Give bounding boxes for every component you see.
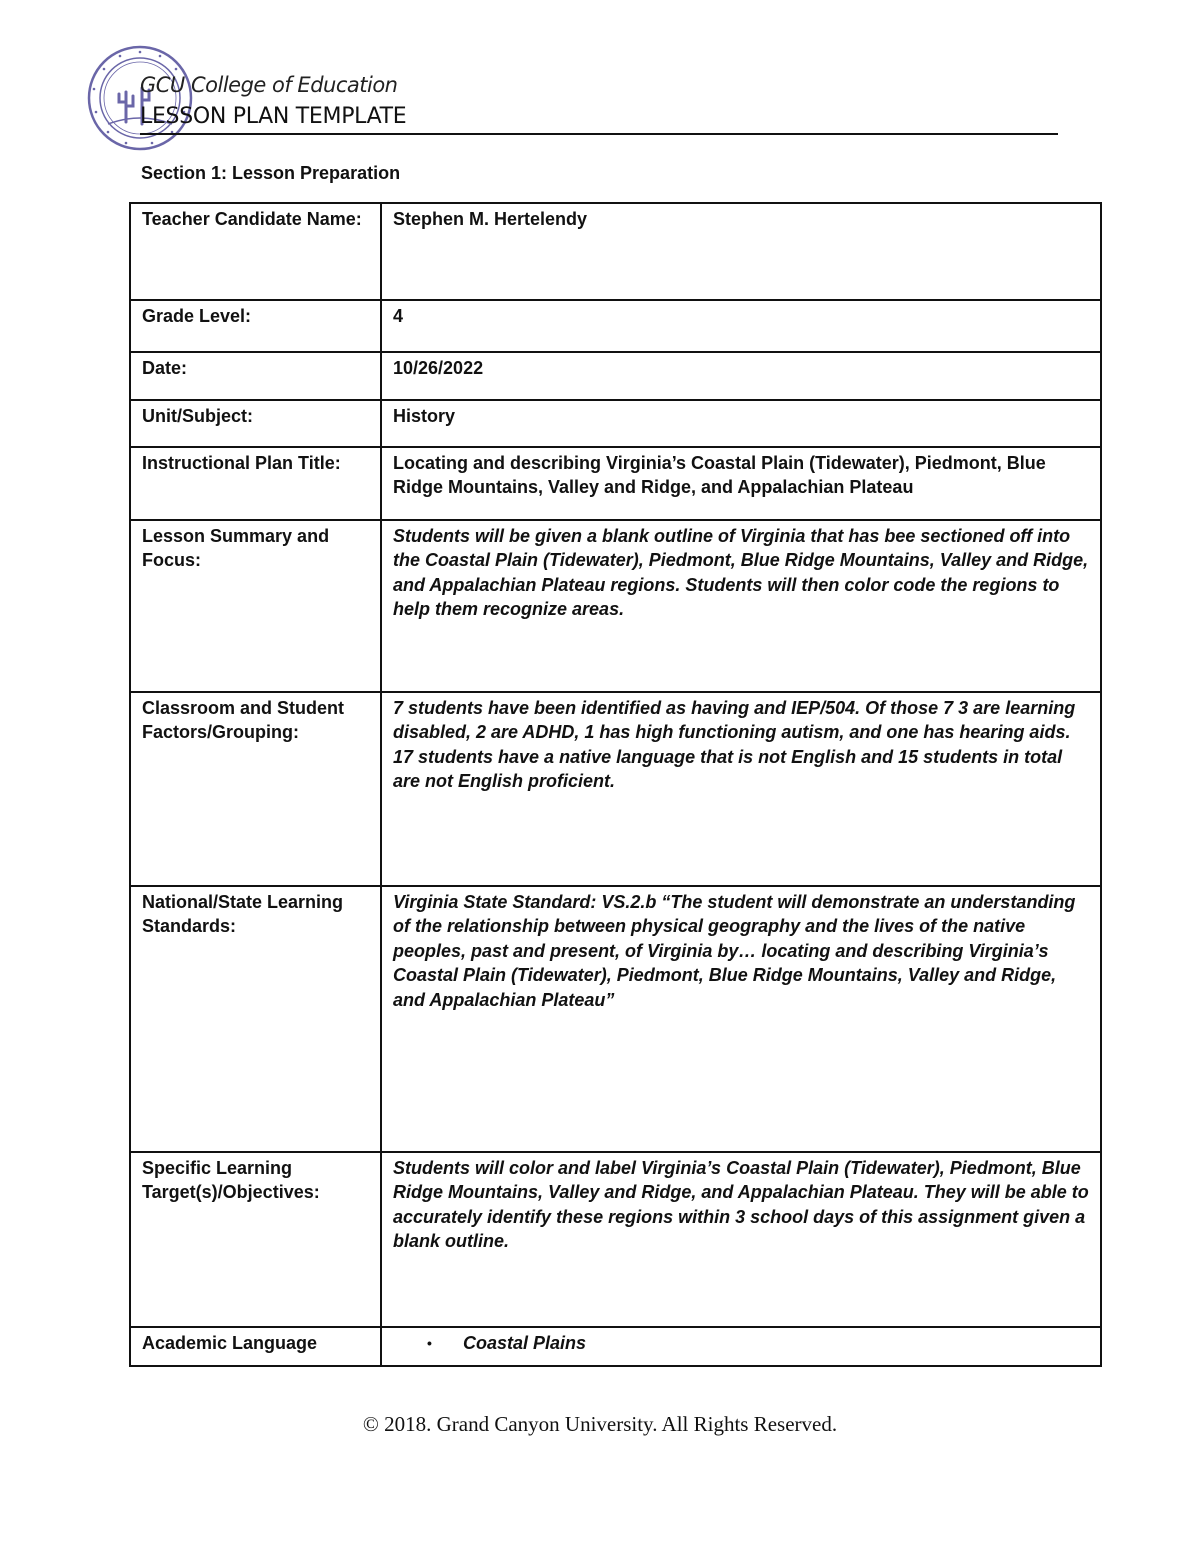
college-name: GCU College of Education <box>140 73 398 97</box>
table-row <box>130 1152 1101 1327</box>
table-row <box>130 447 1101 520</box>
row-value <box>381 1327 1101 1366</box>
row-value: 7 students have been identified as having and IEP/504. Of those 7 3 are learning disabled, 2 are ADHD, 1 has high functioning autism, and one has hearing aids. 17 students have a native language that is not English and 15 students in total are not English proficient. <box>381 692 1101 886</box>
row-value: 4 <box>381 300 1101 352</box>
row-value: Stephen M. Hertelendy <box>381 203 1101 300</box>
table-row <box>130 520 1101 692</box>
row-value: Locating and describing Virginia’s Coastal Plain (Tidewater), Piedmont, Blue Ridge Mountains, Valley and Ridge, and Appalachian Plateau <box>381 447 1101 520</box>
row-label: Grade Level: <box>130 300 381 352</box>
row-label: Lesson Summary and Focus: <box>130 520 381 692</box>
bullet-icon: • <box>427 1335 432 1351</box>
row-value: 10/26/2022 <box>381 352 1101 400</box>
row-label: Teacher Candidate Name: <box>130 203 381 300</box>
row-label: Instructional Plan Title: <box>130 447 381 520</box>
template-title: LESSON PLAN TEMPLATE <box>140 104 407 129</box>
row-label: Specific Learning Target(s)/Objectives: <box>130 1152 381 1327</box>
row-label: National/State Learning Standards: <box>130 886 381 1152</box>
section-heading: Section 1: Lesson Preparation <box>141 163 401 183</box>
copyright-footer: © 2018. Grand Canyon University. All Rights Reserved. <box>362 1412 838 1436</box>
table-row <box>130 886 1101 1152</box>
row-label: Academic Language <box>130 1327 381 1366</box>
row-value: Virginia State Standard: VS.2.b “The student will demonstrate an understanding of the relationship between physical geography and the lives of the native peoples, past and present, of Virginia by… locating and describing Virginia’s Coastal Plain (Tidewater), Piedmont, Blue Ridge Mountains, Valley and Ridge, and Appalachian Plateau” <box>381 886 1101 1152</box>
lesson-plan-table <box>129 202 1102 1367</box>
row-label: Date: <box>130 352 381 400</box>
table-row <box>130 1327 1101 1366</box>
table-row <box>130 300 1101 352</box>
table-row <box>130 352 1101 400</box>
row-label: Classroom and Student Factors/Grouping: <box>130 692 381 886</box>
header-divider <box>140 133 1058 135</box>
table-row <box>130 400 1101 447</box>
list-item <box>393 1331 1092 1355</box>
row-value: Students will color and label Virginia’s Coastal Plain (Tidewater), Piedmont, Blue Ridge Mountains, Valley and Ridge, and Appalachian Plateau. They will be able to accurately identify these regions within 3 school days of this assignment given a blank outline. <box>381 1152 1101 1327</box>
academic-term: Coastal Plains <box>463 1333 587 1353</box>
row-value: History <box>381 400 1101 447</box>
table-row <box>130 692 1101 886</box>
row-value: Students will be given a blank outline of Virginia that has bee sectioned off into the Coastal Plain (Tidewater), Piedmont, Blue Ridge Mountains, Valley and Ridge, and Appalachian Plateau regions. Students will then color code the regions to help them recognize areas. <box>381 520 1101 692</box>
gcu-seal-icon <box>86 44 194 152</box>
table-row <box>130 203 1101 300</box>
row-label: Unit/Subject: <box>130 400 381 447</box>
